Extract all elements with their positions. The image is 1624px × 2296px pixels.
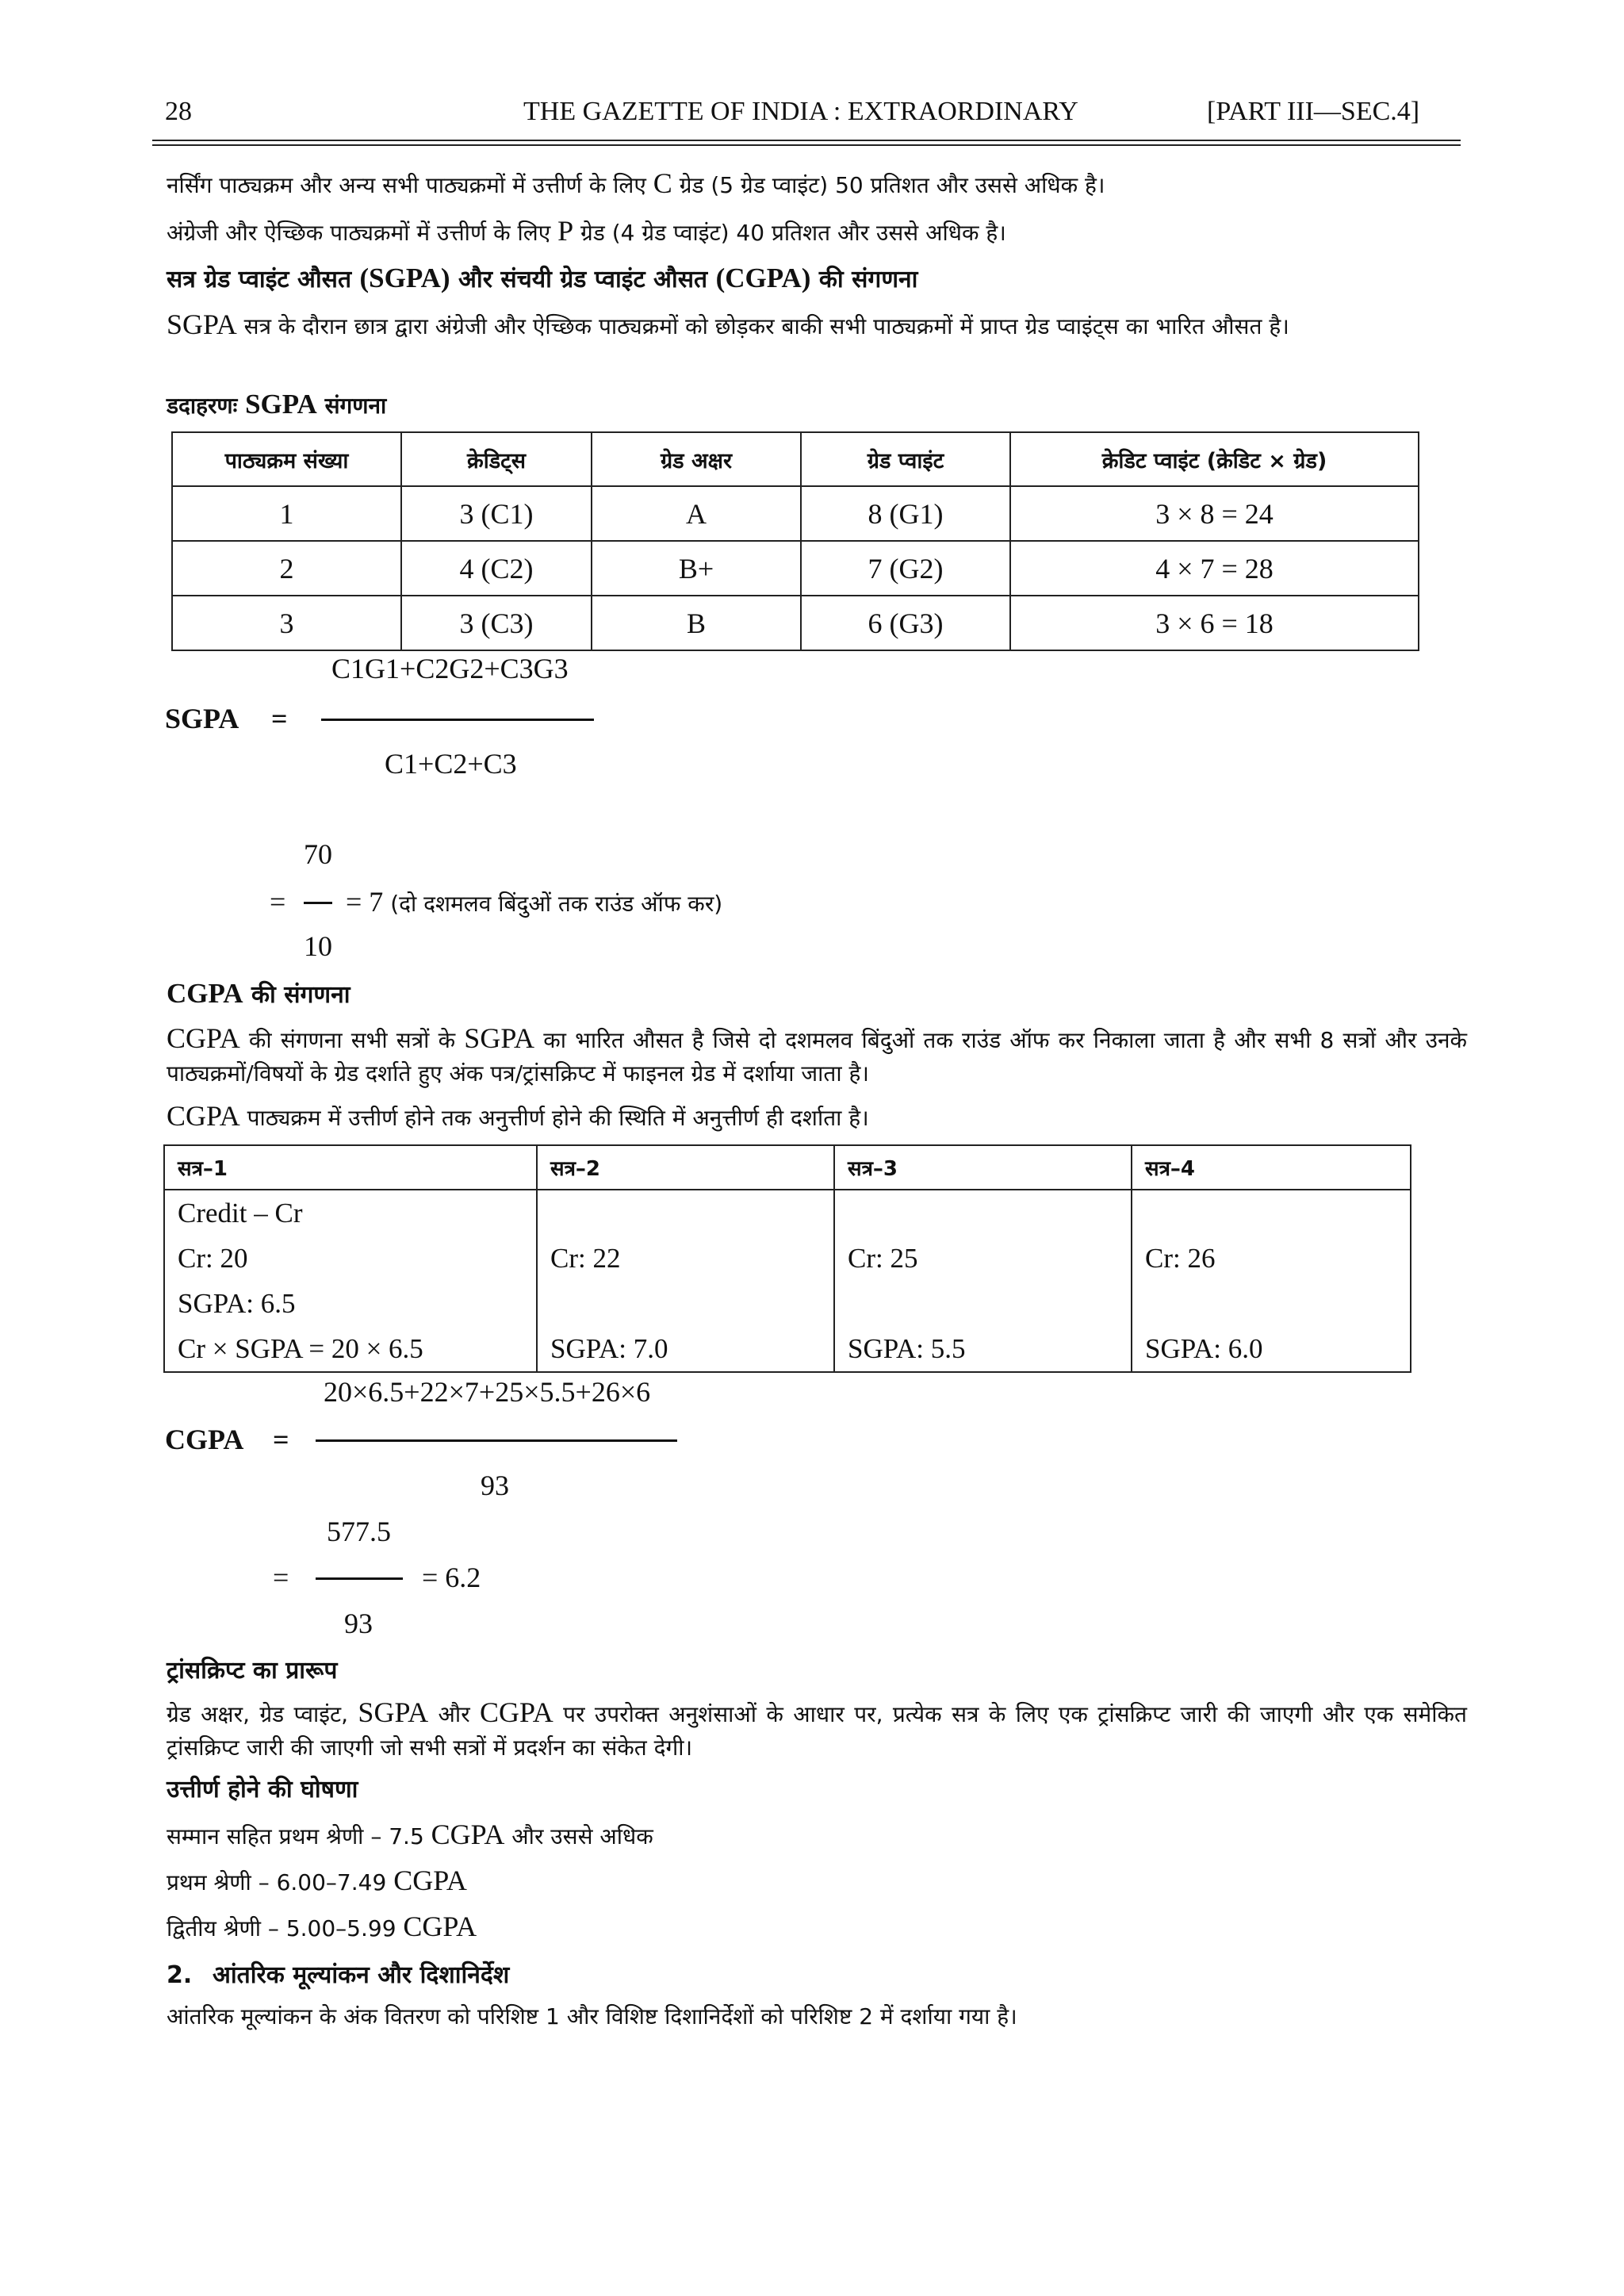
equals-sign: = [270,886,286,918]
table-cell: B+ [592,541,801,596]
fraction-bar [304,902,332,904]
declaration-item: प्रथम श्रेणी – 6.00–7.49 CGPA [167,1865,467,1896]
cgpa-denominator: 93 [481,1470,509,1501]
table-cell: 2 [172,541,401,596]
equals-sign: = [273,1424,289,1455]
column-header: पाठ्यक्रम संख्या [172,432,401,486]
page-number: 28 [165,97,192,126]
cgpa-result: = 6.2 [422,1562,481,1593]
sgpa-denominator: C1+C2+C3 [385,748,517,780]
cgpa-formula-label: CGPA [165,1424,244,1455]
section-2-heading: 2. आंतरिक मूल्यांकन और दिशानिर्देश [167,1961,510,1989]
table-cell: 4 × 7 = 28 [1010,541,1419,596]
header-rule [152,140,1461,141]
sgpa-value-numerator: 70 [304,838,332,870]
table-row [172,541,1419,596]
section-2-paragraph: आंतरिक मूल्यांकन के अंक वितरण को परिशिष्ट 1 और विशिष्ट दिशानिर्देशों को परिशिष्ट 2 में दर्शाया गया है। [167,2003,1017,2030]
table-cell: A [592,486,801,541]
table-cell: 1 [172,486,401,541]
cgpa-value-denominator: 93 [344,1608,373,1639]
fraction-bar [316,1439,677,1442]
column-header: क्रेडिट्स [401,432,592,486]
equals-sign: = [271,703,288,734]
table-cell: 8 (G1) [801,486,1010,541]
transcript-paragraph: ग्रेड अक्षर, ग्रेड प्वाइंट, SGPA और CGPA पर उपरोक्त अनुशंसाओं के आधार पर, प्रत्येक सत्र के लिए एक ट्रांसक्रिप्ट जारी की जाएगी और एक समेकित ट्रांसक्रिप्ट जारी की जाएगी जो सभी सत्रों में प्रदर्शन का संकेत देगी। [167,1696,1467,1761]
table-row [172,486,1419,541]
column-header: सत्र–2 [537,1145,834,1190]
pass-declaration-heading: उत्तीर्ण होने की घोषणा [167,1776,358,1803]
sgpa-formula-label: SGPA [165,703,239,734]
table-cell: 3 [172,596,401,650]
cgpa-numerator: 20×6.5+22×7+25×5.5+26×6 [324,1376,651,1408]
transcript-heading: ट्रांसक्रिप्ट का प्रारूप [167,1657,338,1685]
table-cell: 3 × 8 = 24 [1010,486,1419,541]
table-row [172,596,1419,650]
sgpa-example-table [171,431,1419,651]
semester-2-cell: Cr: 22 SGPA: 7.0 [537,1190,834,1372]
table-cell: 3 × 6 = 18 [1010,596,1419,650]
sgpa-definition: SGPA सत्र के दौरान छात्र द्वारा अंग्रेजी और ऐच्छिक पाठ्यक्रमों को छोड़कर बाकी सभी पाठ्यक्रमों में प्राप्त ग्रेड प्वाइंट्स का भारित औसत है। [167,309,1289,340]
intro-line-2: अंग्रेजी और ऐच्छिक पाठ्यक्रमों में उत्तीर्ण के लिए P ग्रेड (4 ग्रेड प्वाइंट) 40 प्रतिशत और उससे अधिक है। [167,215,1006,247]
intro-line-1: नर्सिंग पाठ्यक्रम और अन्य सभी पाठ्यक्रमों में उत्तीर्ण के लिए C ग्रेड (5 ग्रेड प्वाइंट) 50 प्रतिशत और उससे अधिक है। [167,167,1105,199]
sgpa-result: = 7 (दो दशमलव बिंदुओं तक राउंड ऑफ कर) [346,886,723,918]
sgpa-value-denominator: 10 [304,930,332,962]
semester-1-cell: Credit – Cr Cr: 20 SGPA: 6.5 Cr × SGPA = 20 × 6.5 [164,1190,537,1372]
fraction-bar [321,719,594,721]
cgpa-definition: CGPA की संगणना सभी सत्रों के SGPA का भारित औसत है जिसे दो दशमलव बिंदुओं तक राउंड ऑफ कर निकाला जाता है और सभी 8 सत्रों और उनके पाठ्यक्रमों/विषयों के ग्रेड दर्शाते हुए अंक पत्र/ट्रांसक्रिप्ट में फाइनल ग्रेड में दर्शाया जाता है। [167,1022,1467,1087]
table-header-row [172,432,1419,486]
table-cell: 4 (C2) [401,541,592,596]
semester-3-cell: Cr: 25 SGPA: 5.5 [834,1190,1132,1372]
cgpa-value-numerator: 577.5 [327,1516,391,1547]
table-cell: 3 (C1) [401,486,592,541]
column-header: सत्र–4 [1132,1145,1411,1190]
equals-sign: = [273,1562,289,1593]
part-section: [PART III—SEC.4] [1207,97,1420,126]
table-cell: B [592,596,801,650]
column-header: ग्रेड प्वाइंट [801,432,1010,486]
header-rule [152,144,1461,146]
cgpa-semester-table [163,1144,1411,1373]
table-cell: 3 (C3) [401,596,592,650]
column-header: सत्र–1 [164,1145,537,1190]
semester-4-cell: Cr: 26 SGPA: 6.0 [1132,1190,1411,1372]
table-header-row [164,1145,1411,1190]
declaration-item: द्वितीय श्रेणी – 5.00–5.99 CGPA [167,1911,477,1942]
sgpa-example-label: डदाहरणः SGPA संगणना [167,389,387,420]
cgpa-fail-note: CGPA पाठ्यक्रम में उत्तीर्ण होने तक अनुत्तीर्ण होने की स्थिति में अनुत्तीर्ण ही दर्शाता है। [167,1100,869,1132]
table-cell: 7 (G2) [801,541,1010,596]
column-header: सत्र–3 [834,1145,1132,1190]
table-cell: 6 (G3) [801,596,1010,650]
fraction-bar [316,1577,403,1580]
section-heading-sgpa-cgpa: सत्र ग्रेड प्वाइंट औसत (SGPA) और संचयी ग्रेड प्वाइंट औसत (CGPA) की संगणना [167,263,918,293]
sgpa-numerator: C1G1+C2G2+C3G3 [331,653,569,684]
column-header: क्रेडिट प्वाइंट (क्रेडिट × ग्रेड) [1010,432,1419,486]
declaration-item: सम्मान सहित प्रथम श्रेणी – 7.5 CGPA और उससे अधिक [167,1819,653,1850]
column-header: ग्रेड अक्षर [592,432,801,486]
gazette-title: THE GAZETTE OF INDIA : EXTRAORDINARY [523,97,1078,126]
cgpa-computation-heading: CGPA की संगणना [167,978,350,1009]
table-row [164,1190,1411,1372]
